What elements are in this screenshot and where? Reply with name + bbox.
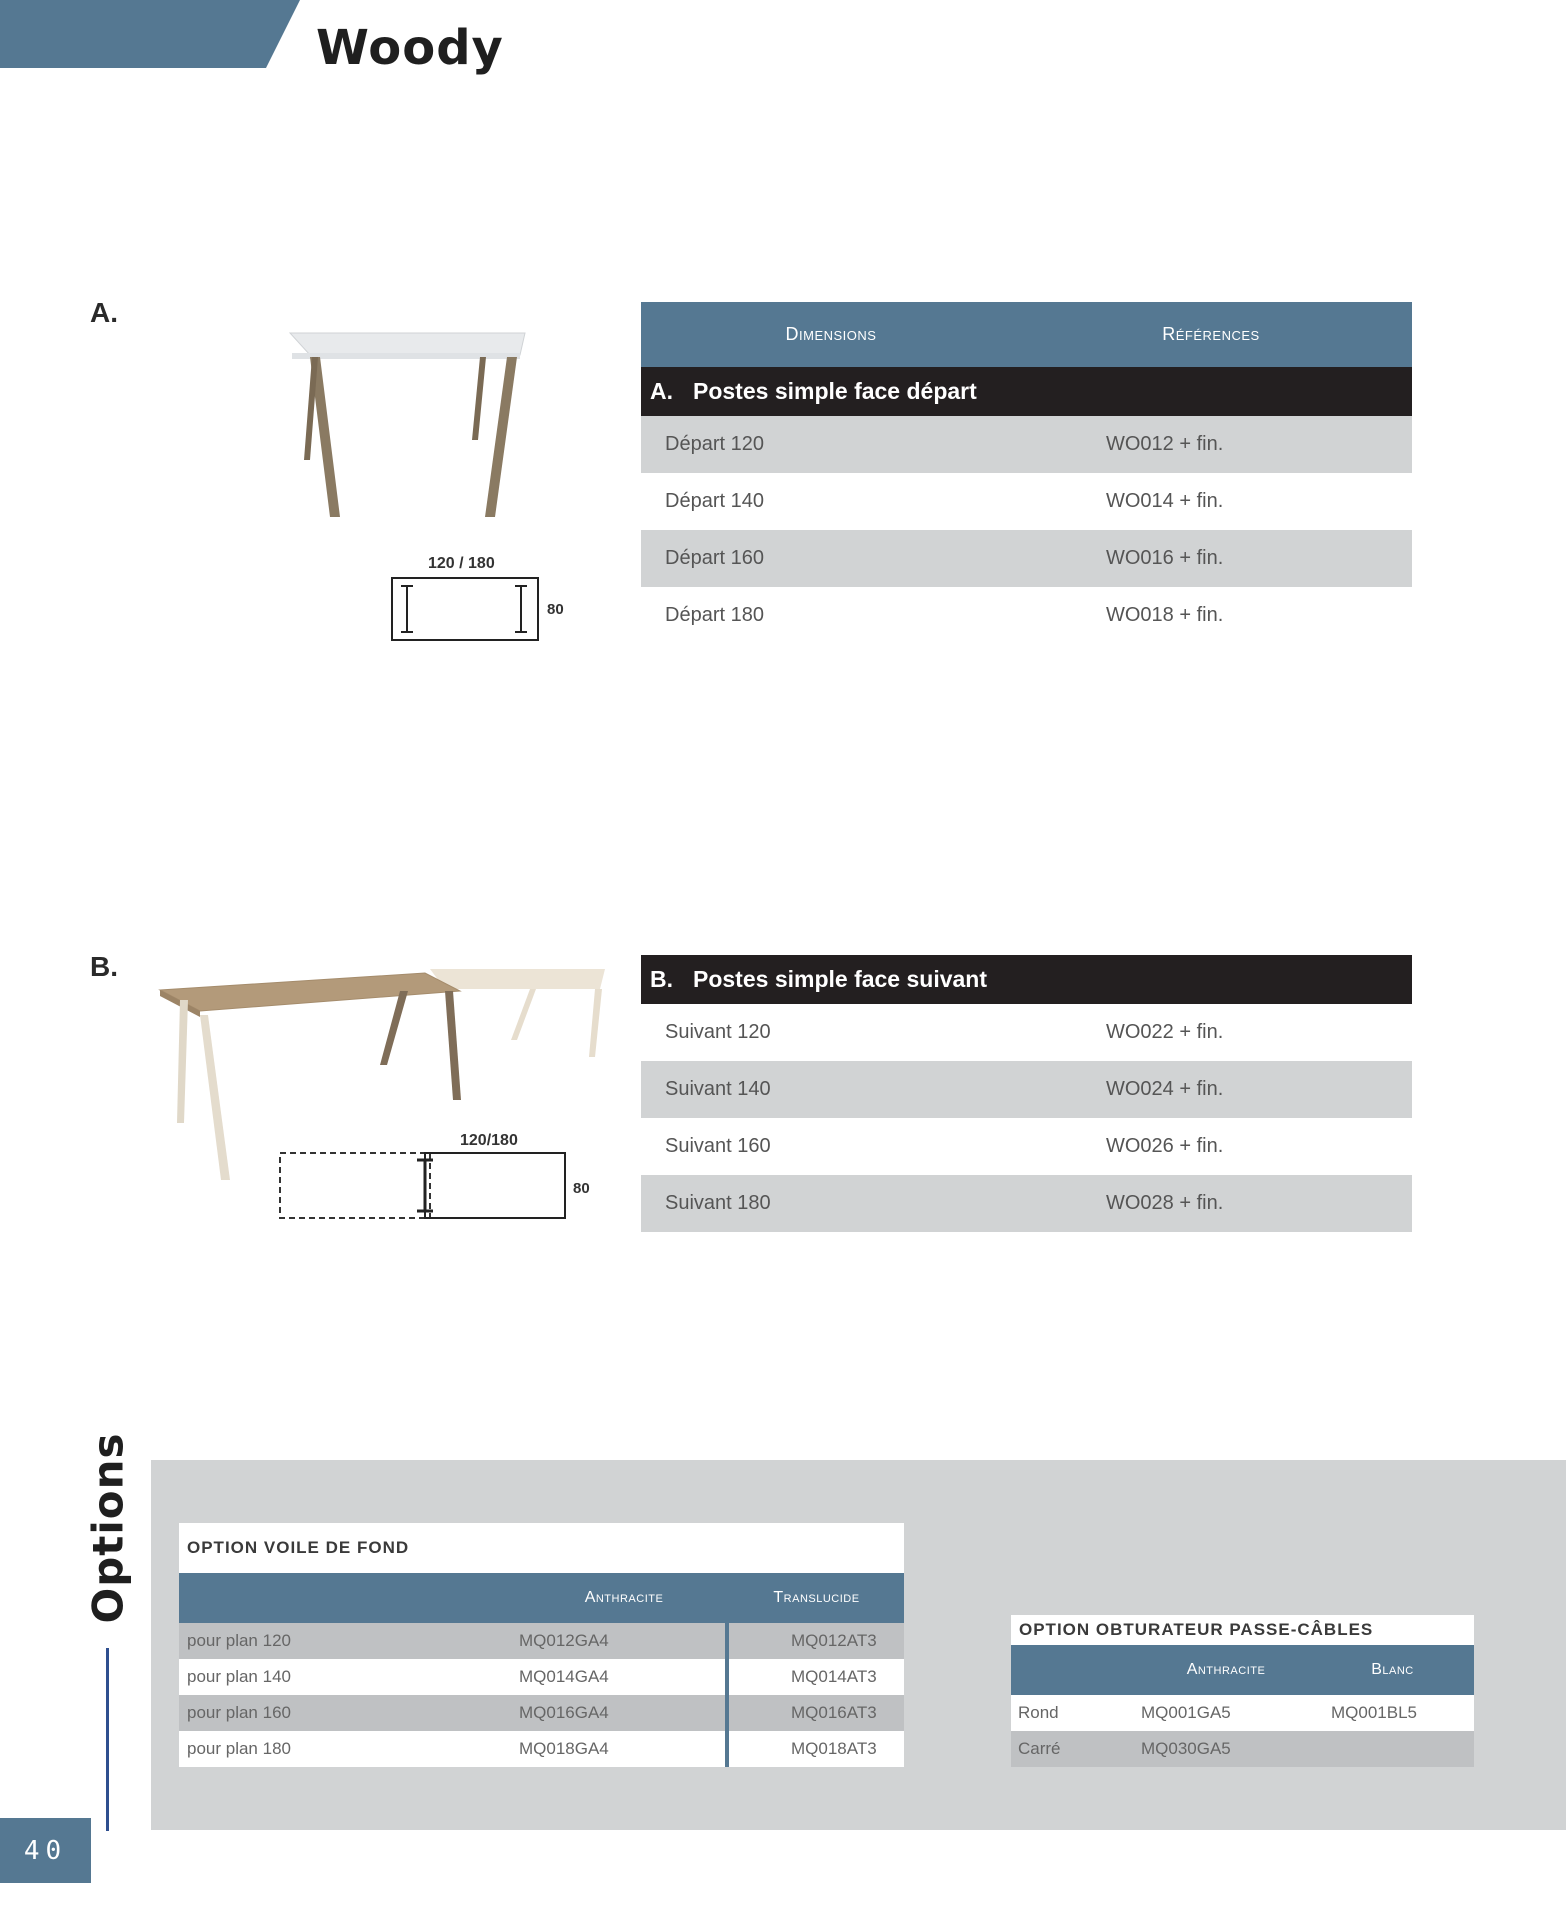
product-table-b [641,955,1412,1232]
option-voile-table [179,1523,904,1767]
desk-leg-front [445,991,461,1100]
row-anthracite: MQ018GA4 [519,1731,729,1767]
table-row [641,587,1412,644]
row-reference: WO014 + fin. [1106,490,1224,512]
plan-depth-label: 80 [573,1180,590,1197]
row-dimension: Suivant 160 [665,1135,771,1157]
plan-width-label: 120/180 [460,1132,518,1149]
table-header [641,302,1412,367]
table-row [641,530,1412,587]
desk-start-plan-diagram [380,550,580,650]
section-b-letter: B. [90,951,118,982]
plan-depth-label: 80 [547,601,564,618]
row-translucide: MQ016AT3 [791,1703,877,1722]
desk-leg-back-left [304,357,318,460]
row-translucide: MQ014AT3 [791,1667,877,1686]
desk-leg-back [380,991,408,1065]
plan-outline [392,578,538,640]
row-reference: WO022 + fin. [1106,1021,1224,1043]
table-row [179,1623,904,1659]
plan-outline [425,1153,565,1218]
desk-top [290,333,525,355]
desk-follow-plan-diagram [270,1125,610,1225]
row-reference: WO026 + fin. [1106,1135,1224,1157]
product-table-a [641,302,1412,644]
option-obturateur-title: OPTION OBTURATEUR PASSE-CÂBLES [1019,1620,1374,1639]
desk-start-illustration [280,295,590,525]
row-dimension: Départ 120 [665,433,764,455]
group-b-title [641,955,1412,1004]
row-dimension: Suivant 140 [665,1078,771,1100]
row-anthracite: MQ012GA4 [519,1623,729,1659]
option-obturateur-table [1011,1615,1474,1767]
header-dimensions: Dimensions [785,324,877,344]
row-label: pour plan 180 [187,1739,291,1758]
table-row [179,1659,904,1695]
desk-leg-left-back [177,1000,188,1123]
col-blanc: Blanc [1371,1661,1414,1678]
row-anthracite: MQ016GA4 [519,1695,729,1731]
ghost-leg-right [589,989,602,1057]
page-number: 40 [0,1818,91,1883]
group-a-title [641,367,1412,416]
row-translucide: MQ018AT3 [791,1739,877,1758]
table-row [641,1175,1412,1232]
row-dimension: Départ 180 [665,604,764,626]
row-anthracite: MQ014GA4 [519,1659,729,1695]
table-row [179,1695,904,1731]
row-dimension: Suivant 180 [665,1192,771,1214]
col-anthracite: Anthracite [584,1589,664,1606]
row-reference: WO012 + fin. [1106,433,1224,455]
row-dimension: Suivant 120 [665,1021,771,1043]
plan-ghost-outline [280,1153,430,1218]
desk-top [160,973,460,1011]
options-divider [106,1648,109,1831]
table-row [641,1004,1412,1061]
row-label: pour plan 160 [187,1703,291,1722]
option-obturateur-header [1011,1645,1474,1695]
options-heading: Options [83,1432,133,1624]
row-reference: WO028 + fin. [1106,1192,1224,1214]
row-reference: WO016 + fin. [1106,547,1224,569]
ghost-leg-mid [511,989,536,1040]
desk-leg-left-front [200,1015,230,1180]
row-reference: WO018 + fin. [1106,604,1224,626]
table-row [179,1731,904,1767]
desk-leg-front-right [485,357,517,517]
table-row [1011,1731,1474,1767]
row-anthracite: MQ030GA5 [1141,1739,1231,1758]
table-row [641,1118,1412,1175]
row-translucide: MQ012AT3 [791,1631,877,1650]
group-b-label: Postes simple face suivant [693,966,988,992]
table-row [641,473,1412,530]
option-voile-title: OPTION VOILE DE FOND [187,1538,410,1557]
group-a-letter: A. [650,378,673,404]
row-dimension: Départ 160 [665,547,764,569]
row-label: pour plan 120 [187,1631,291,1650]
col-translucide: Translucide [773,1589,860,1606]
section-a-letter: A. [90,297,118,328]
ghost-desk-top [430,969,605,989]
header-references: Références [1162,324,1260,344]
group-b-letter: B. [650,966,673,992]
row-label: pour plan 140 [187,1667,291,1686]
row-reference: WO024 + fin. [1106,1078,1224,1100]
option-voile-header [179,1573,904,1623]
table-row [641,416,1412,473]
table-row [1011,1695,1474,1731]
row-anthracite: MQ001GA5 [1141,1703,1231,1722]
plan-width-label: 120 / 180 [428,555,495,572]
group-a-label: Postes simple face départ [693,378,977,404]
row-blanc: MQ001BL5 [1331,1703,1417,1722]
table-row [641,1061,1412,1118]
brand-title: Woody [316,20,504,76]
row-label: Carré [1018,1739,1061,1758]
row-dimension: Départ 140 [665,490,764,512]
row-label: Rond [1018,1703,1059,1722]
header-band [0,0,300,68]
col-anthracite: Anthracite [1186,1661,1266,1678]
desk-leg-back-right [472,357,486,440]
